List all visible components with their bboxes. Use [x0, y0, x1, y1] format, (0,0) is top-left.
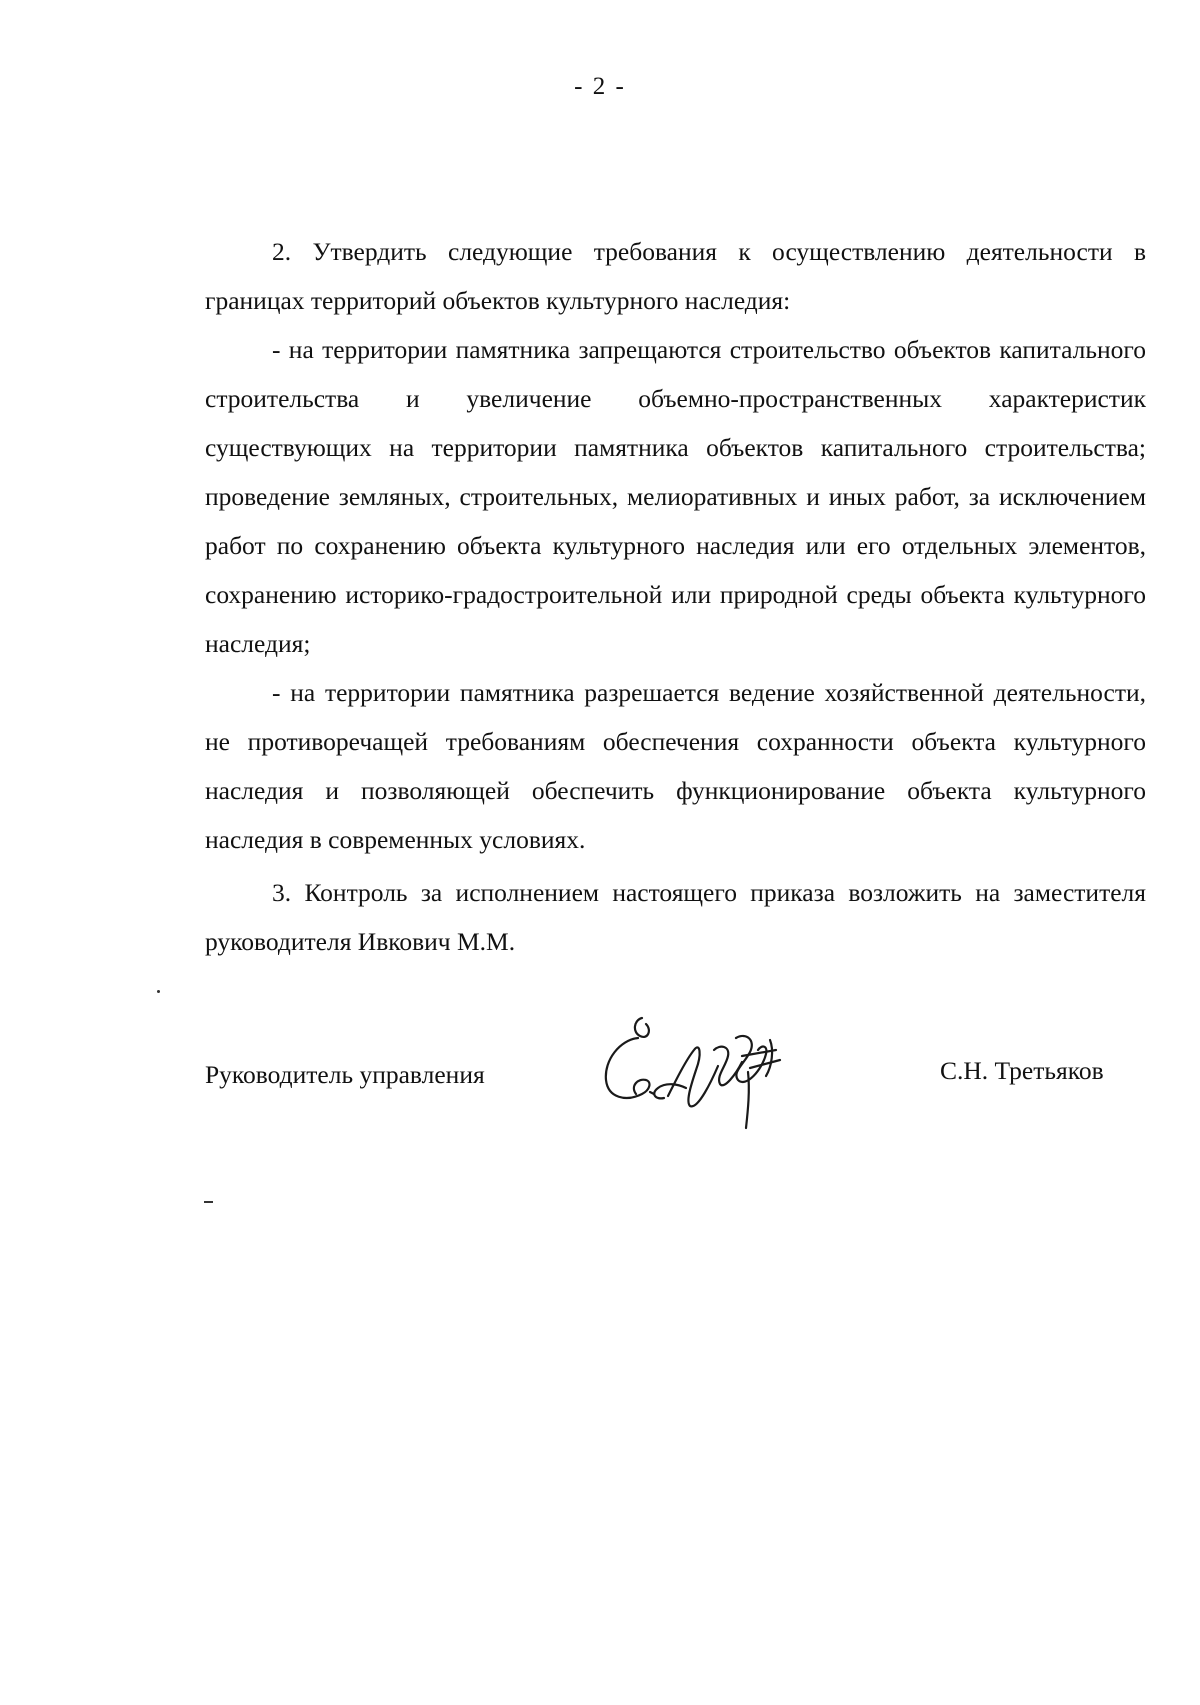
document-body	[205, 227, 1146, 966]
scan-dash	[204, 1201, 213, 1203]
page-number: - 2 -	[574, 73, 626, 100]
scan-speck	[157, 990, 160, 993]
paragraph-permissions: - на территории памятника разрешается ведение хозяйственной деятельности, не противоречащей требованиям обеспечения сохранности объекта культурного наследия и позволяющей обеспечить функционирование объекта культурного наследия в современных условиях.	[205, 678, 1146, 854]
paragraph-prohibitions: - на территории памятника запрещаются строительство объектов капитального строительства и увеличение объемно-пространственных характеристик существующих на территории памятника объектов капитального строительства; проведение земляных, строительных, мелиоративных и иных работ, за исключением работ по сохранению объекта культурного наследия или его отдельных элементов, сохранению историко-градостроительной или природной среды объекта культурного наследия;	[205, 335, 1146, 658]
handwritten-signature	[590, 1010, 795, 1135]
paragraph-item-3-control: 3. Контроль за исполнением настоящего приказа возложить на заместителя руководителя Ивкович М.М.	[205, 878, 1146, 956]
signer-name: С.Н. Третьяков	[940, 1056, 1104, 1085]
paragraph-item-2-requirements: 2. Утвердить следующие требования к осуществлению деятельности в границах территорий объектов культурного наследия:	[205, 237, 1146, 315]
signatory-position: Руководитель управления	[205, 1060, 485, 1089]
